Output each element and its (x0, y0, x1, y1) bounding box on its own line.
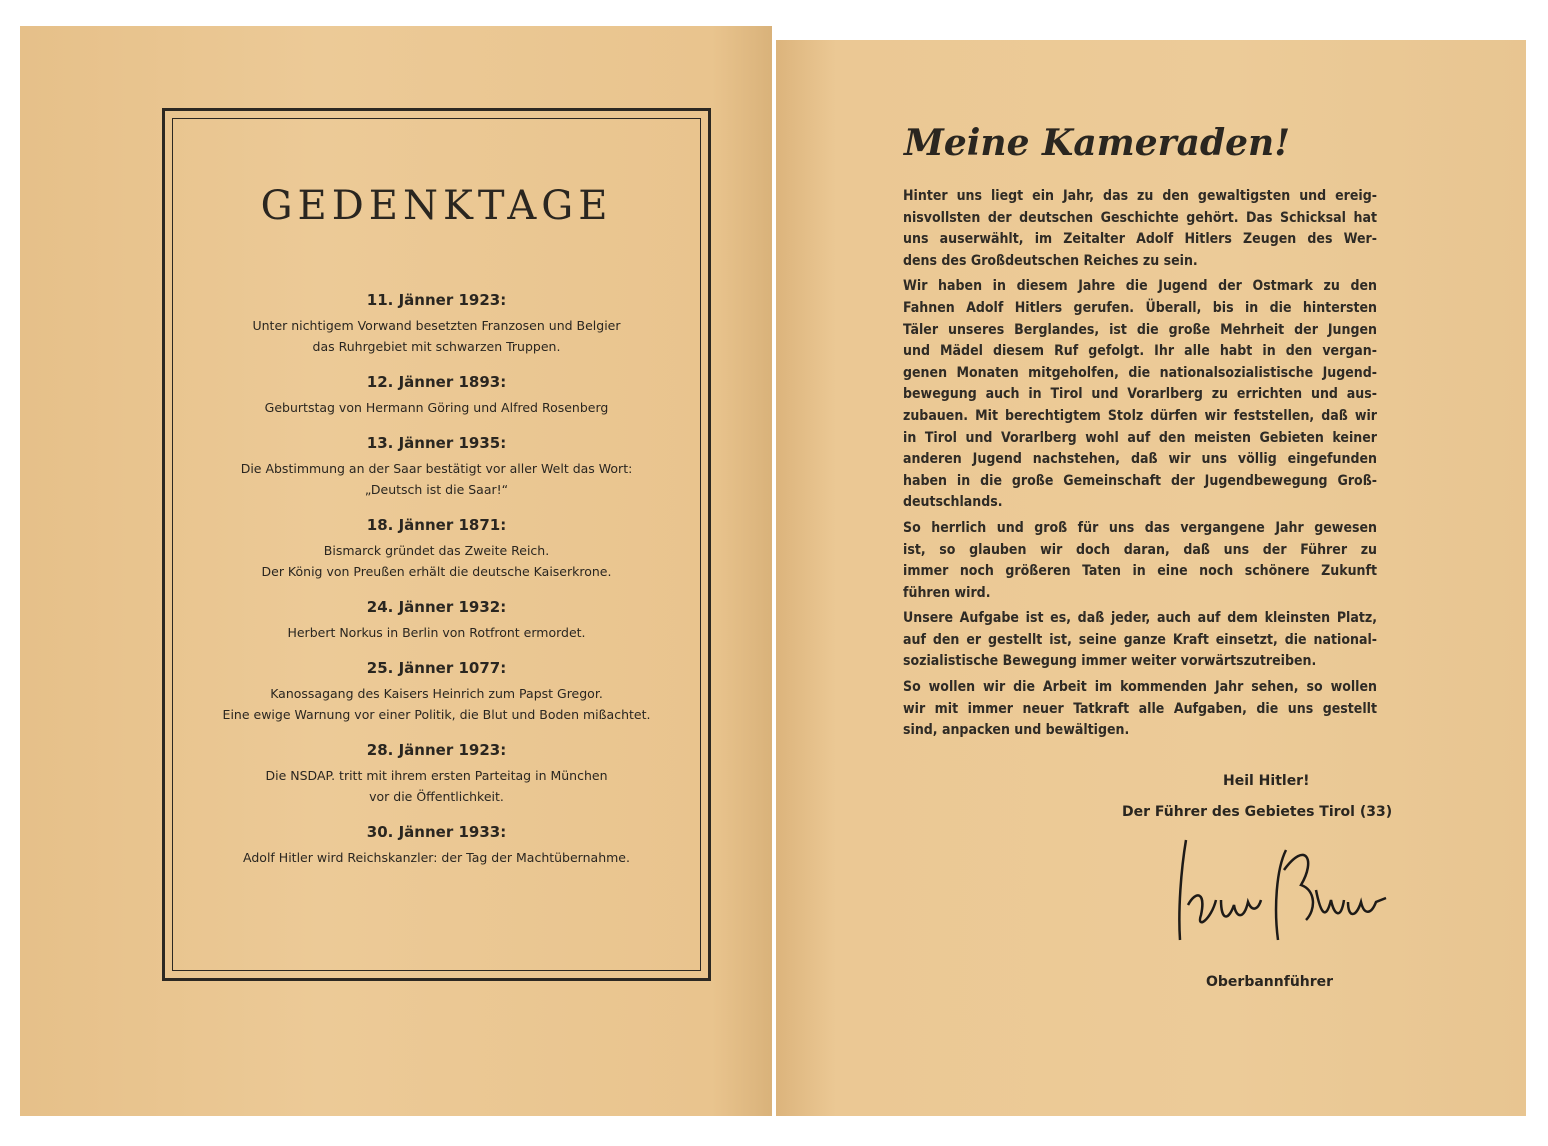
signatory-title: Der Führer des Gebietes Tirol (33) (1122, 804, 1393, 820)
commemoration-entry (165, 598, 708, 643)
letter-line: Täler unseres Berglandes, ist die große Mehrheit der Jungen (903, 321, 1377, 338)
entry-description: vor die Öffentlichkeit. (369, 789, 504, 804)
right-page (776, 40, 1526, 1116)
letter-line: So herrlich und groß für uns das vergangene Jahr gewesen (903, 519, 1377, 536)
letter-line: sozialistische Bewegung immer weiter vorwärtszutreiben. (903, 653, 1317, 670)
closing-salutation: Heil Hitler! (1223, 773, 1310, 789)
commemoration-list (165, 291, 708, 884)
entry-description: Adolf Hitler wird Reichskanzler: der Tag der Machtübernahme. (243, 850, 630, 865)
letter-paragraph (903, 518, 1377, 604)
letter-line: immer noch größeren Taten in eine noch schönere Zukunft (903, 563, 1377, 580)
entry-description: das Ruhrgebiet mit schwarzen Truppen. (312, 339, 561, 354)
entry-description: Der König von Preußen erhält die deutsche Kaiserkrone. (261, 564, 612, 579)
letter-line: uns auserwählt, im Zeitalter Adolf Hitlers Zeugen des Wer- (903, 231, 1377, 248)
entry-date: 13. Jänner 1935: (366, 434, 507, 452)
letter-line: deutschlands. (903, 494, 1003, 511)
entry-date: 25. Jänner 1077: (366, 659, 507, 677)
letter-line: zubauen. Mit berechtigtem Stolz dürfen wir feststellen, daß wir (903, 407, 1377, 424)
entry-description: Unter nichtigem Vorwand besetzten Franzosen und Belgier (252, 318, 621, 333)
entry-description: Geburtstag von Hermann Göring und Alfred Rosenberg (264, 400, 609, 415)
entry-description: Bismarck gründet das Zweite Reich. (323, 543, 550, 558)
letter-line: bewegung auch in Tirol und Vorarlberg zu errichten und aus- (903, 386, 1377, 403)
letter-paragraph (903, 186, 1377, 272)
page-title: GEDENKTAGE (260, 183, 613, 229)
letter-line: genen Monaten mitgeholfen, die nationalsozialistische Jugend- (903, 364, 1377, 381)
letter-line: und Mädel diesem Ruf gefolgt. Ihr alle habt in den vergan- (903, 343, 1377, 360)
letter-line: dens des Großdeutschen Reiches zu sein. (903, 252, 1198, 269)
letter-paragraph (903, 608, 1377, 673)
letter-line: nisvollsten der deutschen Geschichte gehört. Das Schicksal hat (903, 209, 1377, 226)
entry-date: 12. Jänner 1893: (366, 373, 507, 391)
signatory-rank: Oberbannführer (1206, 974, 1334, 990)
letter-line: Fahnen Adolf Hitlers gerufen. Überall, bis in die hintersten (903, 299, 1377, 316)
letter-line: sind, anpacken und bewältigen. (903, 722, 1130, 739)
letter-line: in Tirol und Vorarlberg wohl auf den meisten Gebieten keiner (903, 429, 1377, 446)
commemoration-entry (165, 516, 708, 582)
letter-line: ist, so glauben wir doch daran, daß uns der Führer zu (903, 541, 1377, 558)
left-page (20, 26, 772, 1116)
letter-line: auf den er gestellt ist, seine ganze Kraft einsetzt, die national- (903, 631, 1377, 648)
letter-paragraph (903, 276, 1377, 514)
commemoration-entry (165, 291, 708, 357)
commemoration-entry (165, 373, 708, 418)
letter-line: So wollen wir die Arbeit im kommenden Jahr sehen, so wollen (903, 679, 1377, 696)
letter-line: anderen Jugend nachstehen, daß wir uns völlig eingefunden (903, 451, 1377, 468)
letter-line: Wir haben in diesem Jahre die Jugend der Ostmark zu den (903, 278, 1377, 295)
entry-date: 28. Jänner 1923: (366, 741, 507, 759)
letter-paragraph (903, 677, 1377, 742)
commemoration-frame (162, 108, 711, 981)
letter-line: Unsere Aufgabe ist es, daß jeder, auch auf dem kleinsten Platz, (903, 610, 1377, 627)
entry-date: 30. Jänner 1933: (366, 823, 507, 841)
entry-description: Herbert Norkus in Berlin von Rotfront ermordet. (287, 625, 586, 640)
entry-description: Kanossagang des Kaisers Heinrich zum Papst Gregor. (270, 686, 603, 701)
letter-line: haben in die große Gemeinschaft der Jugendbewegung Groß- (903, 472, 1377, 489)
entry-description: Die Abstimmung an der Saar bestätigt vor aller Welt das Wort: (240, 461, 633, 476)
commemoration-entry (165, 741, 708, 807)
entry-description: Eine ewige Warnung vor einer Politik, die Blut und Boden mißachtet. (222, 707, 651, 722)
letter-line: führen wird. (903, 584, 991, 601)
commemoration-entry (165, 659, 708, 725)
entry-description: „Deutsch ist die Saar!“ (364, 482, 509, 497)
letter-title: Meine Kameraden! (904, 122, 1290, 164)
letter-line: Hinter uns liegt ein Jahr, das zu den gewaltigsten und ereig- (903, 188, 1377, 204)
handwritten-signature (1166, 830, 1396, 960)
letter-body (903, 186, 1377, 746)
entry-date: 18. Jänner 1871: (366, 516, 507, 534)
letter-line: wir mit immer neuer Tatkraft alle Aufgaben, die uns gestellt (903, 700, 1377, 717)
commemoration-entry (165, 823, 708, 868)
entry-description: Die NSDAP. tritt mit ihrem ersten Parteitag in München (265, 768, 608, 783)
commemoration-entry (165, 434, 708, 500)
entry-date: 24. Jänner 1932: (366, 598, 507, 616)
entry-date: 11. Jänner 1923: (366, 291, 507, 309)
